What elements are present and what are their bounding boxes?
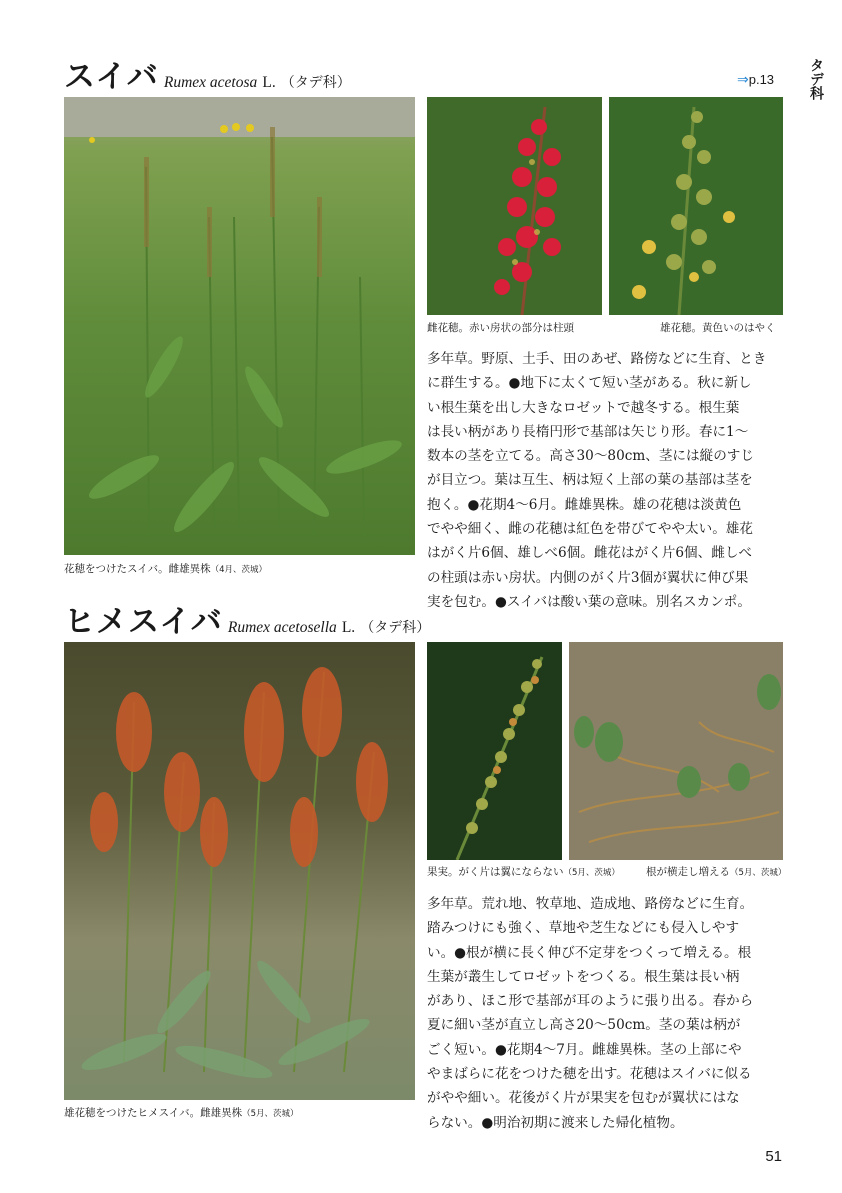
page-number: 51 (765, 1148, 782, 1165)
description-line: 数本の茎を立てる。高さ30〜80cm、茎には縦のすじ (427, 448, 754, 465)
root-photo (569, 642, 783, 860)
caption-note: （5月、茨城） (730, 868, 787, 878)
description-line: い根生葉を出し大きなロゼットで越冬する。根生葉 (427, 399, 740, 416)
species-family: （タデ科） (280, 75, 351, 91)
description-line: らない。●明治初期に渡来した帰化植物。 (427, 1114, 684, 1131)
species-heading-2 (64, 604, 431, 640)
species-sci-name: Rumex acetosa (163, 74, 258, 91)
description-line: 多年草。荒れ地、牧草地、造成地、路傍などに生育。 (427, 896, 754, 912)
arrow-right-icon: ⇒ (737, 71, 749, 87)
description-line: 踏みつけにも強く、草地や芝生などにも侵入しやす (427, 920, 740, 937)
description-line: ごく短い。●花期4〜7月。雌雄異株。茎の上部にや (427, 1041, 742, 1058)
main-photo-caption (64, 1105, 299, 1120)
main-photo-caption (64, 561, 267, 576)
male-flower-caption: 雄花穂。黄色いのはやく (660, 322, 776, 334)
species-author: L. (262, 74, 276, 91)
caption-text: 果実。がく片は翼にならない (427, 866, 564, 878)
species-description-2 (427, 892, 784, 1135)
species-jp-name: ヒメスイバ (64, 604, 223, 640)
description-line: が目立つ。葉は互生、柄は短く上部の葉の基部は茎を (427, 472, 753, 489)
description-line: でやや細く、雌の花穂は紅色を帯びてやや太い。雄花 (427, 521, 753, 538)
caption-note: （4月、茨城） (210, 565, 268, 575)
fruit-caption (427, 864, 620, 879)
description-line: はがく片6個、雄しべ6個。雌花はがく片6個、雌しべ (427, 545, 753, 562)
species-description-1 (427, 347, 784, 614)
caption-note: （5月、茨城） (563, 868, 620, 878)
description-line: 多年草。野原、土手、田のあぜ、路傍などに生育、とき (427, 351, 767, 367)
main-photo-himesuiba (64, 642, 415, 1100)
description-line: 実を包む。●スイバは酸い葉の意味。別名スカンポ。 (427, 593, 751, 610)
main-photo-suiba (64, 97, 415, 555)
description-line: があり、ほこ形で基部が耳のように張り出る。春から (427, 993, 754, 1010)
species-heading-1 (64, 59, 351, 95)
page-reference-text: p.13 (748, 72, 775, 87)
family-index-tab: タデ科 (808, 58, 824, 100)
description-line: 夏に細い茎が直立し高さ20〜50cm。茎の葉は柄が (427, 1017, 741, 1034)
species-family: （タデ科） (360, 620, 431, 636)
species-author: L. (341, 619, 356, 636)
description-line: 生葉が叢生してロゼットをつくる。根生葉は長い柄 (427, 968, 740, 985)
female-flower-caption: 雌花穂。赤い房状の部分は柱頭 (427, 322, 574, 334)
description-line: い。●根が横に長く伸び不定芽をつくって増える。根 (427, 944, 752, 961)
female-flower-photo (427, 97, 602, 315)
male-flower-photo (609, 97, 783, 315)
caption-text: 雄花穂をつけたヒメスイバ。雌雄異株 (64, 1107, 243, 1119)
page-reference-link[interactable] (737, 71, 774, 88)
description-line: の柱頭は赤い房状。内側のがく片3個が翼状に伸び果 (427, 569, 749, 586)
species-jp-name: スイバ (64, 59, 159, 95)
caption-text: 根が横走し増える (646, 866, 730, 878)
description-line: やまばらに花をつけた穂を出す。花穂はスイバに似る (427, 1066, 752, 1083)
caption-note: （5月、茨城） (242, 1109, 299, 1119)
root-caption (646, 864, 786, 879)
description-line: は長い柄があり長楕円形で基部は矢じり形。春に1〜 (427, 423, 749, 440)
description-line: 抱く。●花期4〜6月。雌雄異株。雄の花穂は淡黄色 (427, 496, 742, 513)
caption-text: 花穂をつけたスイバ。雌雄異株 (64, 563, 211, 575)
description-line: がやや細い。花後がく片が果実を包むが翼状にはな (427, 1090, 740, 1107)
description-line: に群生する。●地下に太くて短い茎がある。秋に新し (427, 375, 752, 392)
species-sci-name: Rumex acetosella (227, 619, 337, 636)
fruit-photo (427, 642, 562, 860)
